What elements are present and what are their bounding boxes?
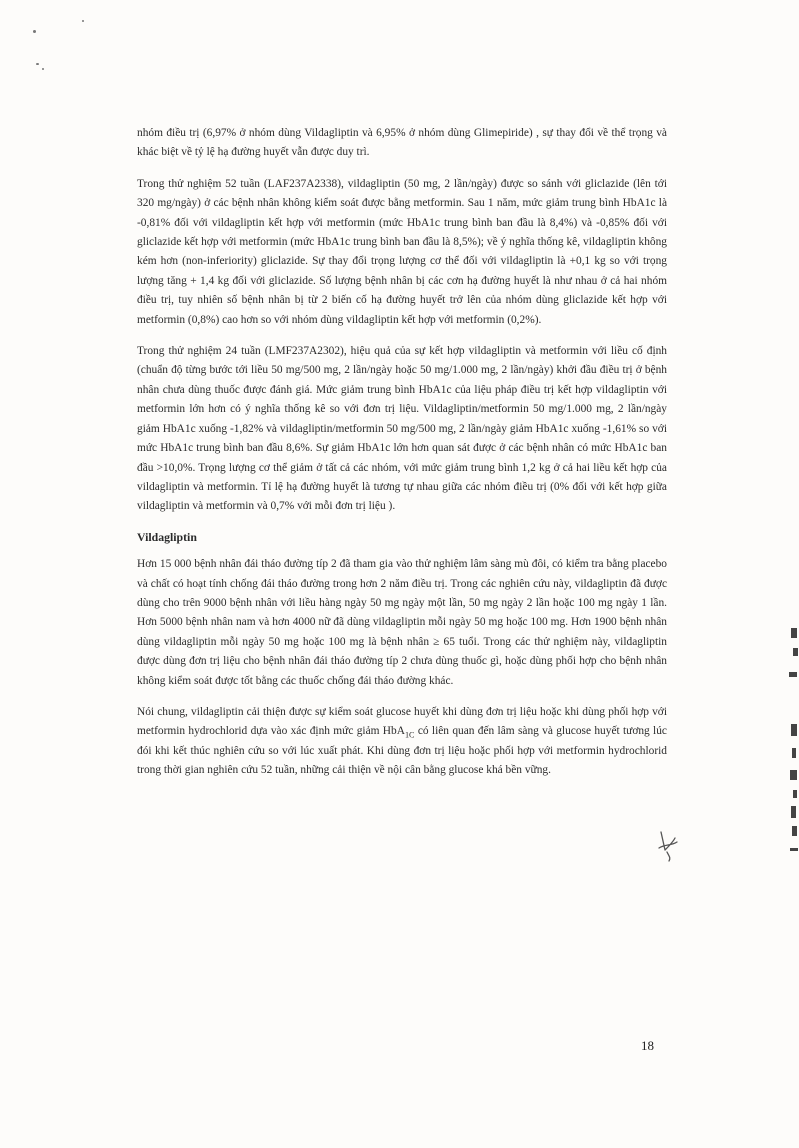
paragraph-4: Hơn 15 000 bệnh nhân đái tháo đường típ 2 đã tham gia vào thử nghiệm lâm sàng mù đôi, có kiểm tra bằng placebo và chất có hoạt tính chống đái tháo đường trong hơn 2 năm điều trị. Trong các nghiên cứu này, vildagliptin đã được dùng cho trên 9000 bệnh nhân với liều hàng ngày 50 mg ngày một lần, 50 mg ngày 2 lần hoặc 100 mg ngày 1 lần. Hơn 5000 bệnh nhân nam và hơn 4000 nữ đã dùng vildagliptin mỗi ngày 50 mg hoặc 100 mg. Hơn 1900 bệnh nhân dùng vildagliptin mỗi ngày 50 mg hoặc 100 mg là bệnh nhân ≥ 65 tuổi. Trong các thử nghiệm này, vildagliptin được dùng đơn trị liệu cho bệnh nhân đái tháo đường típ 2 chưa dùng thuốc gì, hoặc dùng phối hợp cho bệnh nhân không kiểm soát được tốt bằng các thuốc chống đái tháo đường khác.	[137, 558, 667, 687]
document-body	[137, 124, 667, 793]
paragraph-1: nhóm điều trị (6,97% ở nhóm dùng Vildagliptin và 6,95% ở nhóm dùng Glimepiride) , sự thay đổi về thể trọng và khác biệt về tỷ lệ hạ đường huyết vẫn được duy trì.	[137, 127, 667, 159]
scan-speck	[36, 63, 39, 65]
scan-speck	[42, 68, 44, 70]
paragraph-5-part-2: có liên quan đến lâm sàng và glucose huyết tương lúc đói khi kết thúc nghiên cứu so với lúc xuất phát. Khi dùng đơn trị liệu hoặc phối hợp với metformin hydrochlorid trong thời gian nghiên cứu 52 tuần, những cải thiện về nội cân bằng glucose khá bền vững.	[137, 725, 667, 777]
hba1c-subscript: 1C	[404, 730, 415, 740]
paragraph-3: Trong thử nghiệm 24 tuần (LMF237A2302), hiệu quả của sự kết hợp vildagliptin và metformin với liều cố định (chuẩn độ từng bước tới liều 50 mg/500 mg, 2 lần/ngày hoặc 50 mg/1.000 mg, 2 lần/ngày) khởi đầu điều trị ở bệnh nhân chưa dùng thuốc được đánh giá. Mức giảm trung bình HbA1c của liệu pháp điều trị kết hợp vildagliptin với metformin lớn hơn có ý nghĩa thống kê so với đơn trị liệu. Vildagliptin/metformin 50 mg/1.000 mg, 2 lần/ngày giảm HbA1c xuống -1,82% và vildagliptin/metformin 50 mg/500 mg, 2 lần/ngày giảm HbA1c xuống -1,61% so với mức HbA1c trung bình ban đầu 8,6%. Sự giảm HbA1c lớn hơn quan sát được ở các bệnh nhân có mức HbA1c ban đầu >10,0%. Trọng lượng cơ thể giảm ở tất cả các nhóm, với mức giảm trung bình 1,2 kg ở cả hai liều kết hợp của vildagliptin và metformin. Tỉ lệ hạ đường huyết là tương tự nhau giữa các nhóm điều trị (0% đối với kết hợp giữa vildagliptin và metformin và 0,7% với mỗi đơn trị liệu ).	[137, 345, 667, 513]
paragraph-5	[137, 703, 667, 781]
scan-speck	[82, 20, 84, 22]
handwritten-initials-mark	[655, 828, 681, 862]
scan-edge-marks	[785, 620, 799, 870]
page-number: 18	[641, 1038, 654, 1053]
section-heading: Vildagliptin	[137, 529, 197, 544]
paragraph-5-part-1: Nói chung, vildagliptin cải thiện được sự kiểm soát glucose huyết khi dùng đơn trị liệu hoặc khi dùng phối hợp với metformin hydrochlorid dựa vào xác định mức giảm HbA	[137, 705, 667, 738]
scan-speck	[33, 30, 36, 33]
paragraph-2: Trong thử nghiệm 52 tuần (LAF237A2338), vildagliptin (50 mg, 2 lần/ngày) được so sánh với gliclazide (lên tới 320 mg/ngày) ở các bệnh nhân không kiểm soát được bằng metformin. Sau 1 năm, mức giảm trung bình HbA1c là -0,81% đối với vildagliptin kết hợp với metformin (mức HbA1c trung bình ban đầu là 8,4%) và -0,85% đối với gliclazide kết hợp với metformin (mức HbA1c trung bình ban đầu là 8,5%); về ý nghĩa thống kê, vildagliptin không kém hơn (non-inferiority) gliclazide. Sự thay đổi trọng lượng cơ thể đối với vildagliptin là +0,1 kg so với trọng lượng tăng + 1,4 kg đối với gliclazide. Số lượng bệnh nhân bị các cơn hạ đường huyết là như nhau ở cả hai nhóm điều trị, tuy nhiên số bệnh nhân bị từ 2 biến cố hạ đường huyết trở lên của nhóm dùng gliclazide kết hợp với metformin (0,8%) cao hơn so với nhóm dùng vildagliptin kết hợp với metformin (0,2%).	[137, 177, 667, 326]
